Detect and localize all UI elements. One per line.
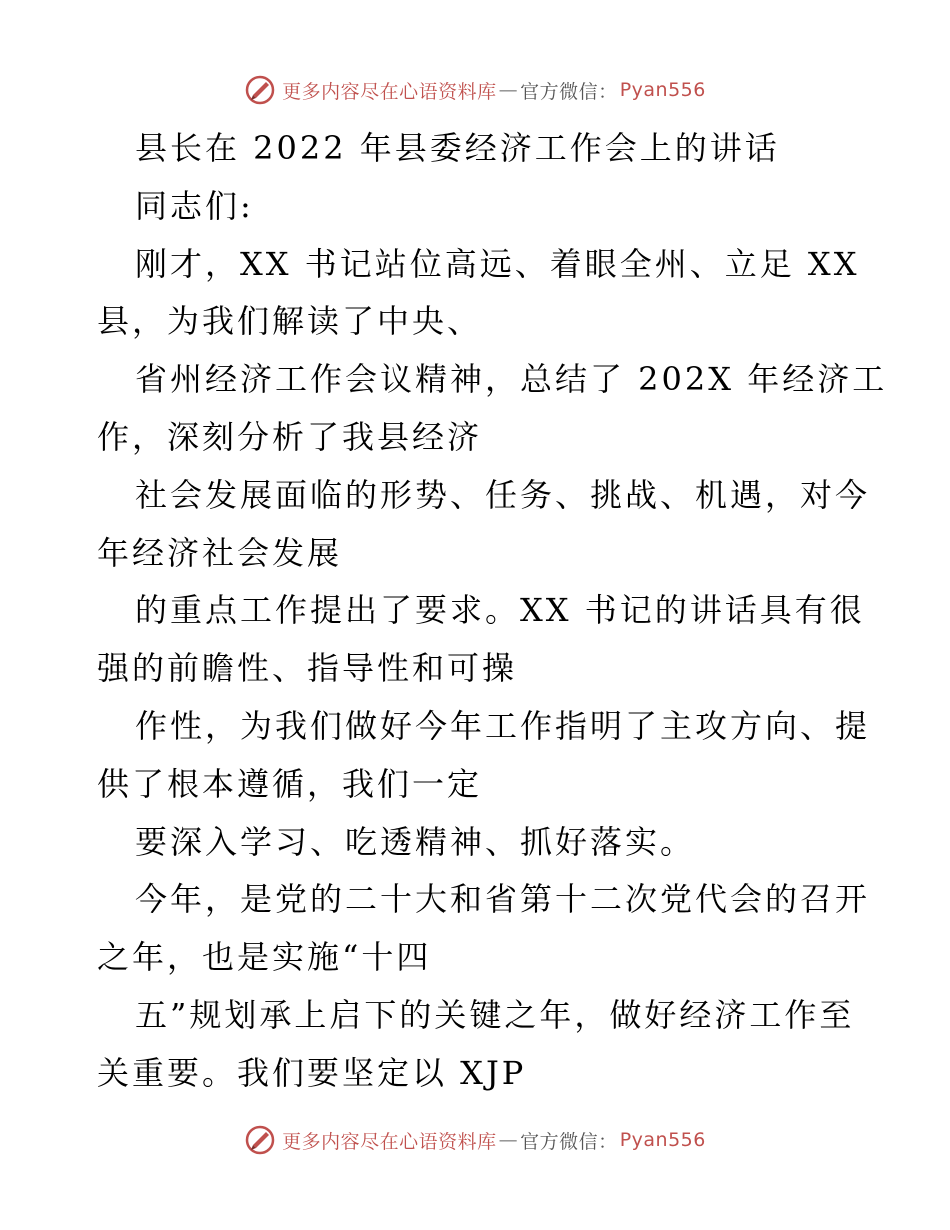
doc-line: 要深入学习、吃透精神、抓好落实。 bbox=[135, 822, 696, 861]
brand-logo-icon bbox=[244, 74, 276, 106]
doc-line: 作，深刻分析了我县经济 bbox=[97, 417, 483, 456]
banner-dash: — bbox=[498, 79, 519, 101]
banner-wechat-id: Pyan556 bbox=[619, 1129, 706, 1151]
doc-line: 供了根本遵循，我们一定 bbox=[97, 764, 483, 803]
header-banner bbox=[0, 70, 950, 110]
doc-line: 关重要。我们要坚定以 XJP bbox=[97, 1053, 527, 1092]
banner-wechat-id: Pyan556 bbox=[619, 79, 706, 101]
doc-line: 同志们: bbox=[135, 186, 254, 225]
banner-sub-text: 官方微信： bbox=[520, 80, 618, 103]
doc-line: 县长在 2022 年县委经济工作会上的讲话 bbox=[135, 129, 780, 167]
doc-line: 今年，是党的二十大和省第十二次党代会的召开 bbox=[135, 880, 871, 919]
footer-banner bbox=[0, 1120, 950, 1160]
banner-main-text: 更多内容尽在心语资料库 bbox=[282, 1130, 497, 1153]
banner-dash: — bbox=[498, 1129, 519, 1151]
banner-main-text: 更多内容尽在心语资料库 bbox=[282, 80, 497, 103]
doc-line: 年经济社会发展 bbox=[97, 533, 343, 572]
doc-line: 的重点工作提出了要求。XX 书记的讲话具有很 bbox=[135, 591, 865, 630]
document-body bbox=[97, 120, 888, 1103]
banner-sub-text: 官方微信： bbox=[520, 1130, 618, 1153]
doc-line: 五”规划承上启下的关键之年，做好经济工作至 bbox=[135, 995, 855, 1034]
doc-line: 省州经济工作会议精神，总结了 202X 年经济工 bbox=[135, 360, 888, 399]
doc-line: 社会发展面临的形势、任务、挑战、机遇，对今 bbox=[135, 475, 871, 514]
doc-line: 县，为我们解读了中央、 bbox=[97, 302, 483, 341]
doc-line: 作性，为我们做好今年工作指明了主攻方向、提 bbox=[135, 706, 871, 745]
doc-line: 刚才，XX 书记站位高远、着眼全州、立足 XX bbox=[135, 244, 860, 283]
doc-line: 强的前瞻性、指导性和可操 bbox=[97, 649, 518, 688]
doc-line: 之年，也是实施“十四 bbox=[97, 938, 432, 977]
brand-logo-icon bbox=[244, 1124, 276, 1156]
